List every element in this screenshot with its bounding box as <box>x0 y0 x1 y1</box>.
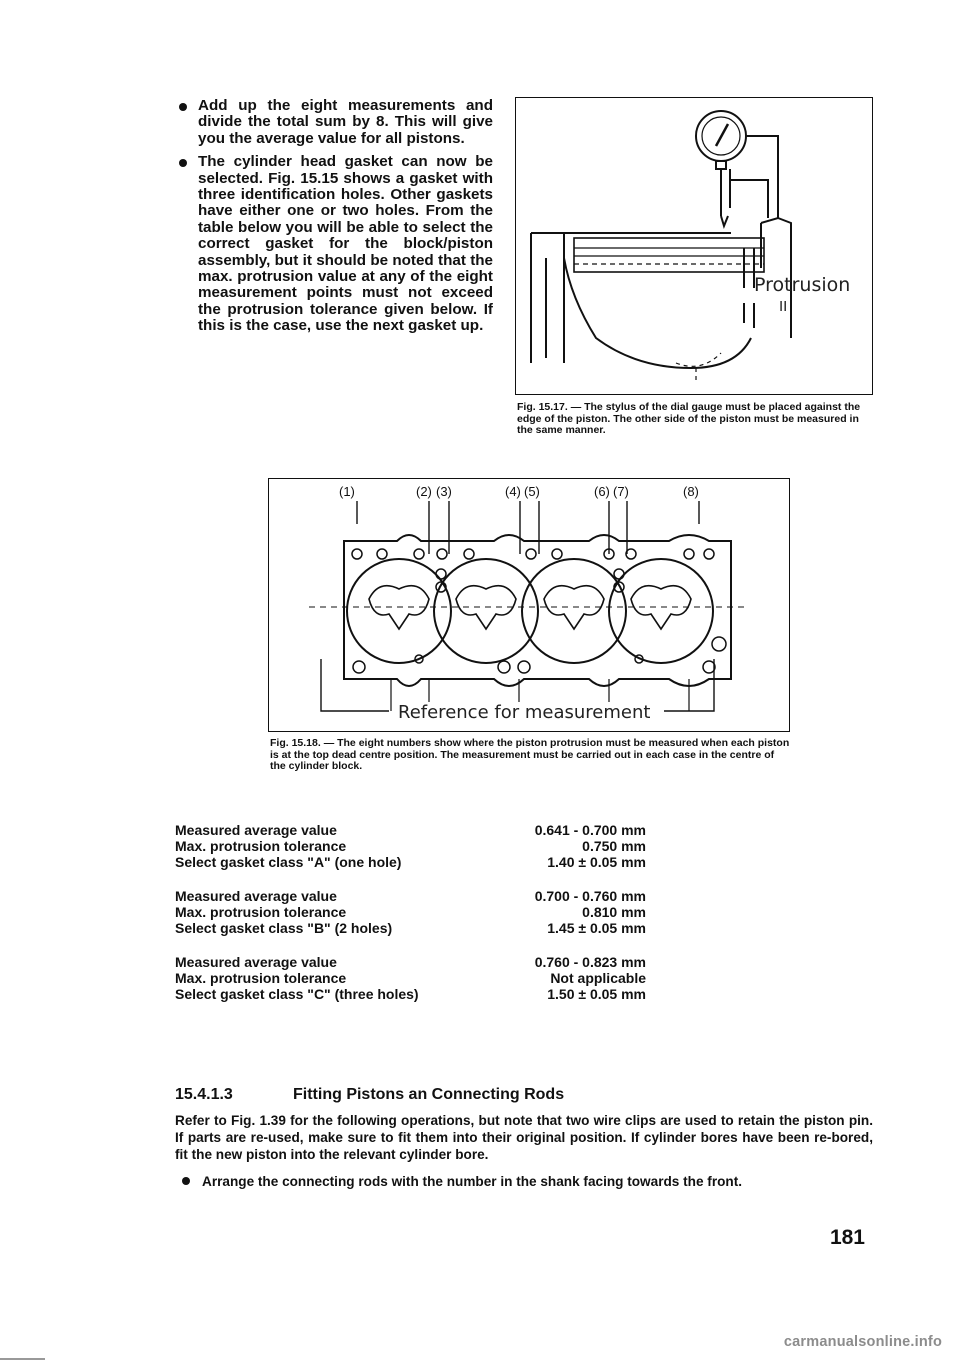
marker-4: (4) <box>505 484 521 499</box>
spec-label: Max. protrusion tolerance <box>175 838 347 854</box>
spec-group-c <box>175 954 735 1002</box>
section-number: 15.4.1.3 <box>175 1086 233 1103</box>
spec-value: 0.760 - 0.823 mm <box>534 954 646 970</box>
protrusion-label: Protrusion <box>754 274 851 296</box>
bullet-text: Arrange the connecting rods with the number in the shank facing towards the front. <box>202 1174 743 1189</box>
spec-value: 1.50 ± 0.05 mm <box>547 986 646 1002</box>
figure-15-17 <box>515 97 873 395</box>
spec-value: 1.45 ± 0.05 mm <box>547 920 646 936</box>
dial-gauge-diagram <box>516 98 871 393</box>
reference-label: Reference for measurement <box>394 702 654 723</box>
marker-2: (2) <box>416 484 432 499</box>
spec-label: Select gasket class "C" (three holes) <box>175 986 419 1002</box>
instruction-bullets <box>175 98 493 342</box>
spec-label: Measured average value <box>175 954 337 970</box>
bottom-rule <box>0 1358 45 1360</box>
section-title: Fitting Pistons an Connecting Rods <box>293 1086 565 1103</box>
figure-15-18 <box>268 478 790 732</box>
spec-row <box>175 822 735 838</box>
marker-7: (7) <box>613 484 629 499</box>
marker-8: (8) <box>683 484 699 499</box>
spec-row <box>175 888 735 904</box>
measurement-markers <box>293 484 763 504</box>
spec-label: Select gasket class "A" (one hole) <box>175 854 402 870</box>
spec-value: Not applicable <box>550 970 646 986</box>
marker-6: (6) <box>594 484 610 499</box>
figure-15-17-caption: Fig. 15.17. — The stylus of the dial gauge must be placed against the edge of the piston. The other side of the piston must be measured in the same manner. <box>517 401 861 436</box>
spec-value: 0.641 - 0.700 mm <box>534 822 646 838</box>
spec-row <box>175 920 735 936</box>
spec-row <box>175 904 735 920</box>
spec-group-a <box>175 822 735 870</box>
spec-value: 1.40 ± 0.05 mm <box>547 854 646 870</box>
gasket-spec-table <box>175 822 735 1020</box>
spec-label: Measured average value <box>175 822 337 838</box>
spec-row <box>175 854 735 870</box>
spec-label: Max. protrusion tolerance <box>175 970 347 986</box>
marker-1: (1) <box>339 484 355 499</box>
section-paragraph: Refer to Fig. 1.39 for the following operations, but note that two wire clips are used to retain the piston pin. If parts are re-used, make sure to fit them into their original position. If cylinder bores have been re-bored, fit the new piston into the relevant cylinder bore. <box>175 1113 873 1162</box>
spec-value: 0.700 - 0.760 mm <box>534 888 646 904</box>
spec-row <box>175 954 735 970</box>
bullet-connecting-rods <box>175 1174 873 1189</box>
marker-5: (5) <box>524 484 540 499</box>
page-number: 181 <box>829 1226 865 1249</box>
bullet-gasket-selection: The cylinder head gasket can now be selected. Fig. 15.15 shows a gasket with three identification holes. Other gaskets have either one or two holes. From the table below you will be able to select the correct gasket for the block/piston assembly, but it should be noted that the max. protrusion value at any of the eight measurement points must not exceed the protrusion tolerance given below. If this is the case, use the next gasket up. <box>175 154 493 334</box>
marker-3: (3) <box>436 484 452 499</box>
bullet-average: Add up the eight measurements and divide the total sum by 8. This will give you the average value for all pistons. <box>175 98 493 147</box>
spec-label: Max. protrusion tolerance <box>175 904 347 920</box>
spec-value: 0.750 mm <box>582 838 646 854</box>
gasket-diagram <box>269 479 788 730</box>
spec-row <box>175 970 735 986</box>
spec-value: 0.810 mm <box>582 904 646 920</box>
spec-row <box>175 838 735 854</box>
spec-label: Measured average value <box>175 888 337 904</box>
section-heading <box>175 1086 564 1104</box>
spec-group-b <box>175 888 735 936</box>
figure-15-18-caption: Fig. 15.18. — The eight numbers show where the piston protrusion must be measured when each piston is at the top dead centre position. The measurement must be carried out in each case in the centre of the cylinder block. <box>270 737 790 772</box>
spec-row <box>175 986 735 1002</box>
watermark: carmanualsonline.info <box>783 1334 942 1350</box>
spec-label: Select gasket class "B" (2 holes) <box>175 920 393 936</box>
protrusion-marker: II <box>779 298 788 315</box>
